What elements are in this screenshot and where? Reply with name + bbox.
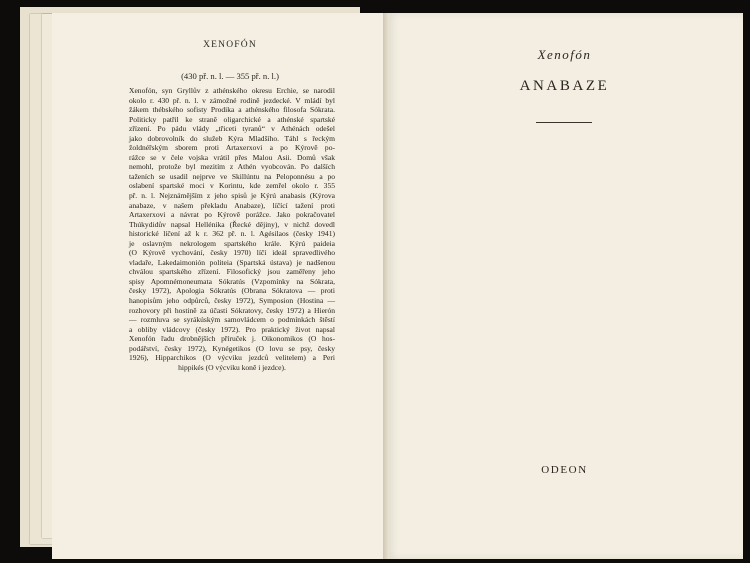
bio-line: historické líčení až k r. 362 př. n. l. Agésilaos (česky 1941) [129, 229, 335, 239]
publisher-name: ODEON [541, 464, 588, 476]
bio-line: okolo r. 430 př. n. l. v zámožné rodině jezdecké. V mládí byl [129, 95, 335, 105]
bio-line: hippikés (O výcviku koně i jezdce). [178, 362, 286, 372]
bio-line: oslabení spartské moci v Korintu, kde zemřel okolo r. 355 [129, 181, 335, 191]
bio-line: rážce se v čele vojska vrátil přes Malou Asii. Domů však [129, 152, 335, 162]
bio-line: př. n. l. Nejznámějším z jeho spisů je Kýrú anabasis (Kýrova [129, 191, 335, 201]
bio-line: Politicky patřil ke straně oligarchické a athénské spartské [129, 114, 335, 124]
bio-heading: XENOFÓN [203, 40, 257, 50]
bio-line: je oslavným nekrologem spartského krále. Kýrú paideia [129, 238, 335, 248]
biography-text [129, 86, 335, 372]
bio-line: a obliby vládcovy (česky 1972). Pro praktický život napsal [129, 324, 335, 334]
bio-line: spisy Apomnémoneumata Sókratús (Vzpomínky na Sókrata, [129, 276, 335, 286]
bio-line: podářství, česky 1972), Kynégetikos (O lovu se psy, česky [129, 343, 335, 353]
title-rule [536, 122, 592, 123]
bio-line: rozhovory při hostině za účasti Sókratovy, česky 1972) a Hierón [129, 305, 335, 315]
bio-line: česky 1972), Apologia Sókratús (Obrana Sókratova — proti [129, 286, 335, 296]
bio-line: Thúkydidův napsal Hellénika (Řecké dějiny), v nichž dovedl [129, 219, 335, 229]
bio-line: (O Kýrově vychování, česky 1970) líčí ideál spravedlivého [129, 248, 335, 258]
bio-line: Xenofón, syn Gryllův z athénského okresu Erchie, se narodil [129, 86, 335, 95]
bio-line: anabaze, v našem překladu Anabaze), líčící tažení proti [129, 200, 335, 210]
bio-line: taženích se usadil nejprve ve Skillúntu na Peloponnésu a po [129, 171, 335, 181]
bio-line: nemohl, protože byl mezitím z Athén vyobcován. Po dalších [129, 162, 335, 172]
bio-line: — rozmluva se syrákúským samovládcem o podmínkách štěstí [129, 315, 335, 325]
bio-line: zřízení. Po pádu vlády „třiceti tyranů“ v Athénách odešel [129, 124, 335, 134]
bio-line: Xenofón řadu drobnějších příruček j. Oikonomikos (O hos- [129, 334, 335, 344]
bio-line: hanopisům jeho odpůrců, česky 1972), Symposion (Hostina — [129, 296, 335, 306]
bio-dates: (430 př. n. l. — 355 př. n. l.) [181, 71, 279, 81]
author-name: Xenofón [537, 47, 592, 62]
bio-line: chválou spartského zřízení. Filosofický jsou zaměřeny jeho [129, 267, 335, 277]
bio-line: žoldnéřským sborem proti Artaxerxovi a po Kýrově po- [129, 143, 335, 153]
bio-line: Artaxerxovi a návrat po Kýrově porážce. Jako pokračovatel [129, 210, 335, 220]
bio-line: jako dobrovolník do služeb Kýra Mladšího. Táhl s řeckým [129, 133, 335, 143]
book-title: ANABAZE [519, 78, 610, 94]
bio-line: vladaře, Lakedaimonión politeia (Spartská ústava) je nadšenou [129, 257, 335, 267]
bio-line: 1926), Hipparchikos (O výcviku jezdců velitelem) a Peri [129, 353, 335, 363]
bio-line: žákem thébského sofisty Prodika a athénského filosofa Sókrata. [129, 105, 335, 115]
